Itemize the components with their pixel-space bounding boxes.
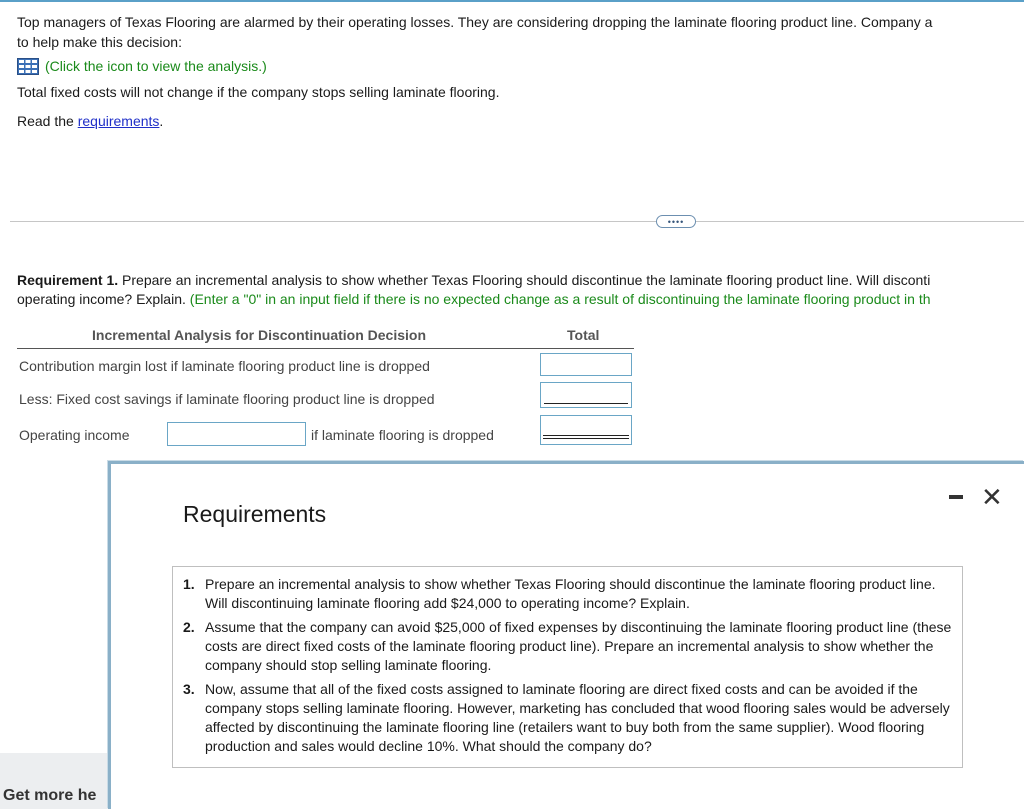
fixed-cost-savings-input[interactable] xyxy=(540,382,632,408)
intro-line-2: to help make this decision: xyxy=(17,34,182,50)
requirement-number: 1. xyxy=(183,576,195,592)
table-title: Incremental Analysis for Discontinuation Decision xyxy=(92,327,426,343)
get-more-help-button[interactable] xyxy=(0,753,112,809)
row-label-operating-income: Operating income xyxy=(19,427,130,443)
requirement-number: 2. xyxy=(183,619,195,635)
problem-intro xyxy=(17,12,1024,52)
analysis-link-text[interactable]: (Click the icon to view the analysis.) xyxy=(45,58,267,74)
requirement-1-text: Prepare an incremental analysis to show whether Texas Flooring should discontinue the laminate flooring product line. Will disconti xyxy=(118,272,931,288)
minimize-icon[interactable] xyxy=(949,495,963,499)
close-icon[interactable]: ✕ xyxy=(981,482,1003,512)
get-more-help-label: Get more he xyxy=(3,787,97,804)
requirement-1-hint: (Enter a "0" in an input field if there is no expected change as a result of discontinuing the laminate flooring product in th xyxy=(189,291,931,307)
read-prefix: Read the xyxy=(17,113,78,129)
requirement-text: Assume that the company can avoid $25,000 of fixed expenses by discontinuing the laminate flooring product line (these costs are direct fixed costs of the laminate flooring product line). Prepare an incremental analysis to show whether the company should stop selling laminate flooring. xyxy=(205,619,952,673)
operating-income-direction-select[interactable] xyxy=(167,422,306,446)
total-column-header: Total xyxy=(567,327,600,343)
expand-more-button[interactable] xyxy=(656,215,696,228)
double-underline xyxy=(543,435,629,439)
requirement-1-line-2 xyxy=(17,290,1024,309)
fixed-costs-note: Total fixed costs will not change if the company stops selling laminate flooring. xyxy=(17,84,500,100)
analysis-icon-link[interactable] xyxy=(17,56,267,76)
requirements-dialog xyxy=(108,461,1024,809)
requirement-1-text-2: operating income? Explain. xyxy=(17,291,190,307)
requirement-number: 3. xyxy=(183,681,195,697)
spreadsheet-icon[interactable] xyxy=(17,58,39,75)
read-suffix: . xyxy=(159,113,164,129)
requirements-dialog-title: Requirements xyxy=(183,501,327,527)
top-border xyxy=(0,0,1024,2)
row-label-fixed-cost-savings: Less: Fixed cost savings if laminate flooring product line is dropped xyxy=(19,391,435,407)
row-label-contribution-margin: Contribution margin lost if laminate flooring product line is dropped xyxy=(19,358,430,374)
single-underline xyxy=(544,403,628,404)
read-requirements xyxy=(17,111,163,131)
section-divider xyxy=(10,221,1024,222)
requirement-1-label: Requirement 1. xyxy=(17,272,119,288)
requirement-text: Now, assume that all of the fixed costs assigned to laminate flooring are direct fixed costs and can be avoided if the company stops selling laminate flooring. However, marketing has concluded that wood flooring sales would be adversely affected by discontinuing the laminate flooring line (retailers want to buy both from the same supplier). Wood flooring production and sales would decline 10%. What should the company do? xyxy=(205,681,950,754)
requirements-list xyxy=(172,566,963,768)
table-header-rule xyxy=(17,348,634,349)
requirement-1-prompt xyxy=(17,271,1024,309)
intro-line-1: Top managers of Texas Flooring are alarmed by their operating losses. They are considering dropping the laminate flooring product line. Company a xyxy=(17,14,933,30)
requirements-link[interactable]: requirements xyxy=(77,113,160,129)
ellipsis-icon: •••• xyxy=(667,216,685,227)
requirement-1-line-1 xyxy=(17,271,1024,290)
contribution-margin-input[interactable] xyxy=(540,353,632,376)
operating-income-input[interactable] xyxy=(540,415,632,445)
requirement-text: Prepare an incremental analysis to show whether Texas Flooring should discontinue the laminate flooring product line. Will discontinuing laminate flooring add $24,000 to operating income? Explain. xyxy=(205,576,936,611)
operating-income-suffix: if laminate flooring is dropped xyxy=(311,427,494,443)
